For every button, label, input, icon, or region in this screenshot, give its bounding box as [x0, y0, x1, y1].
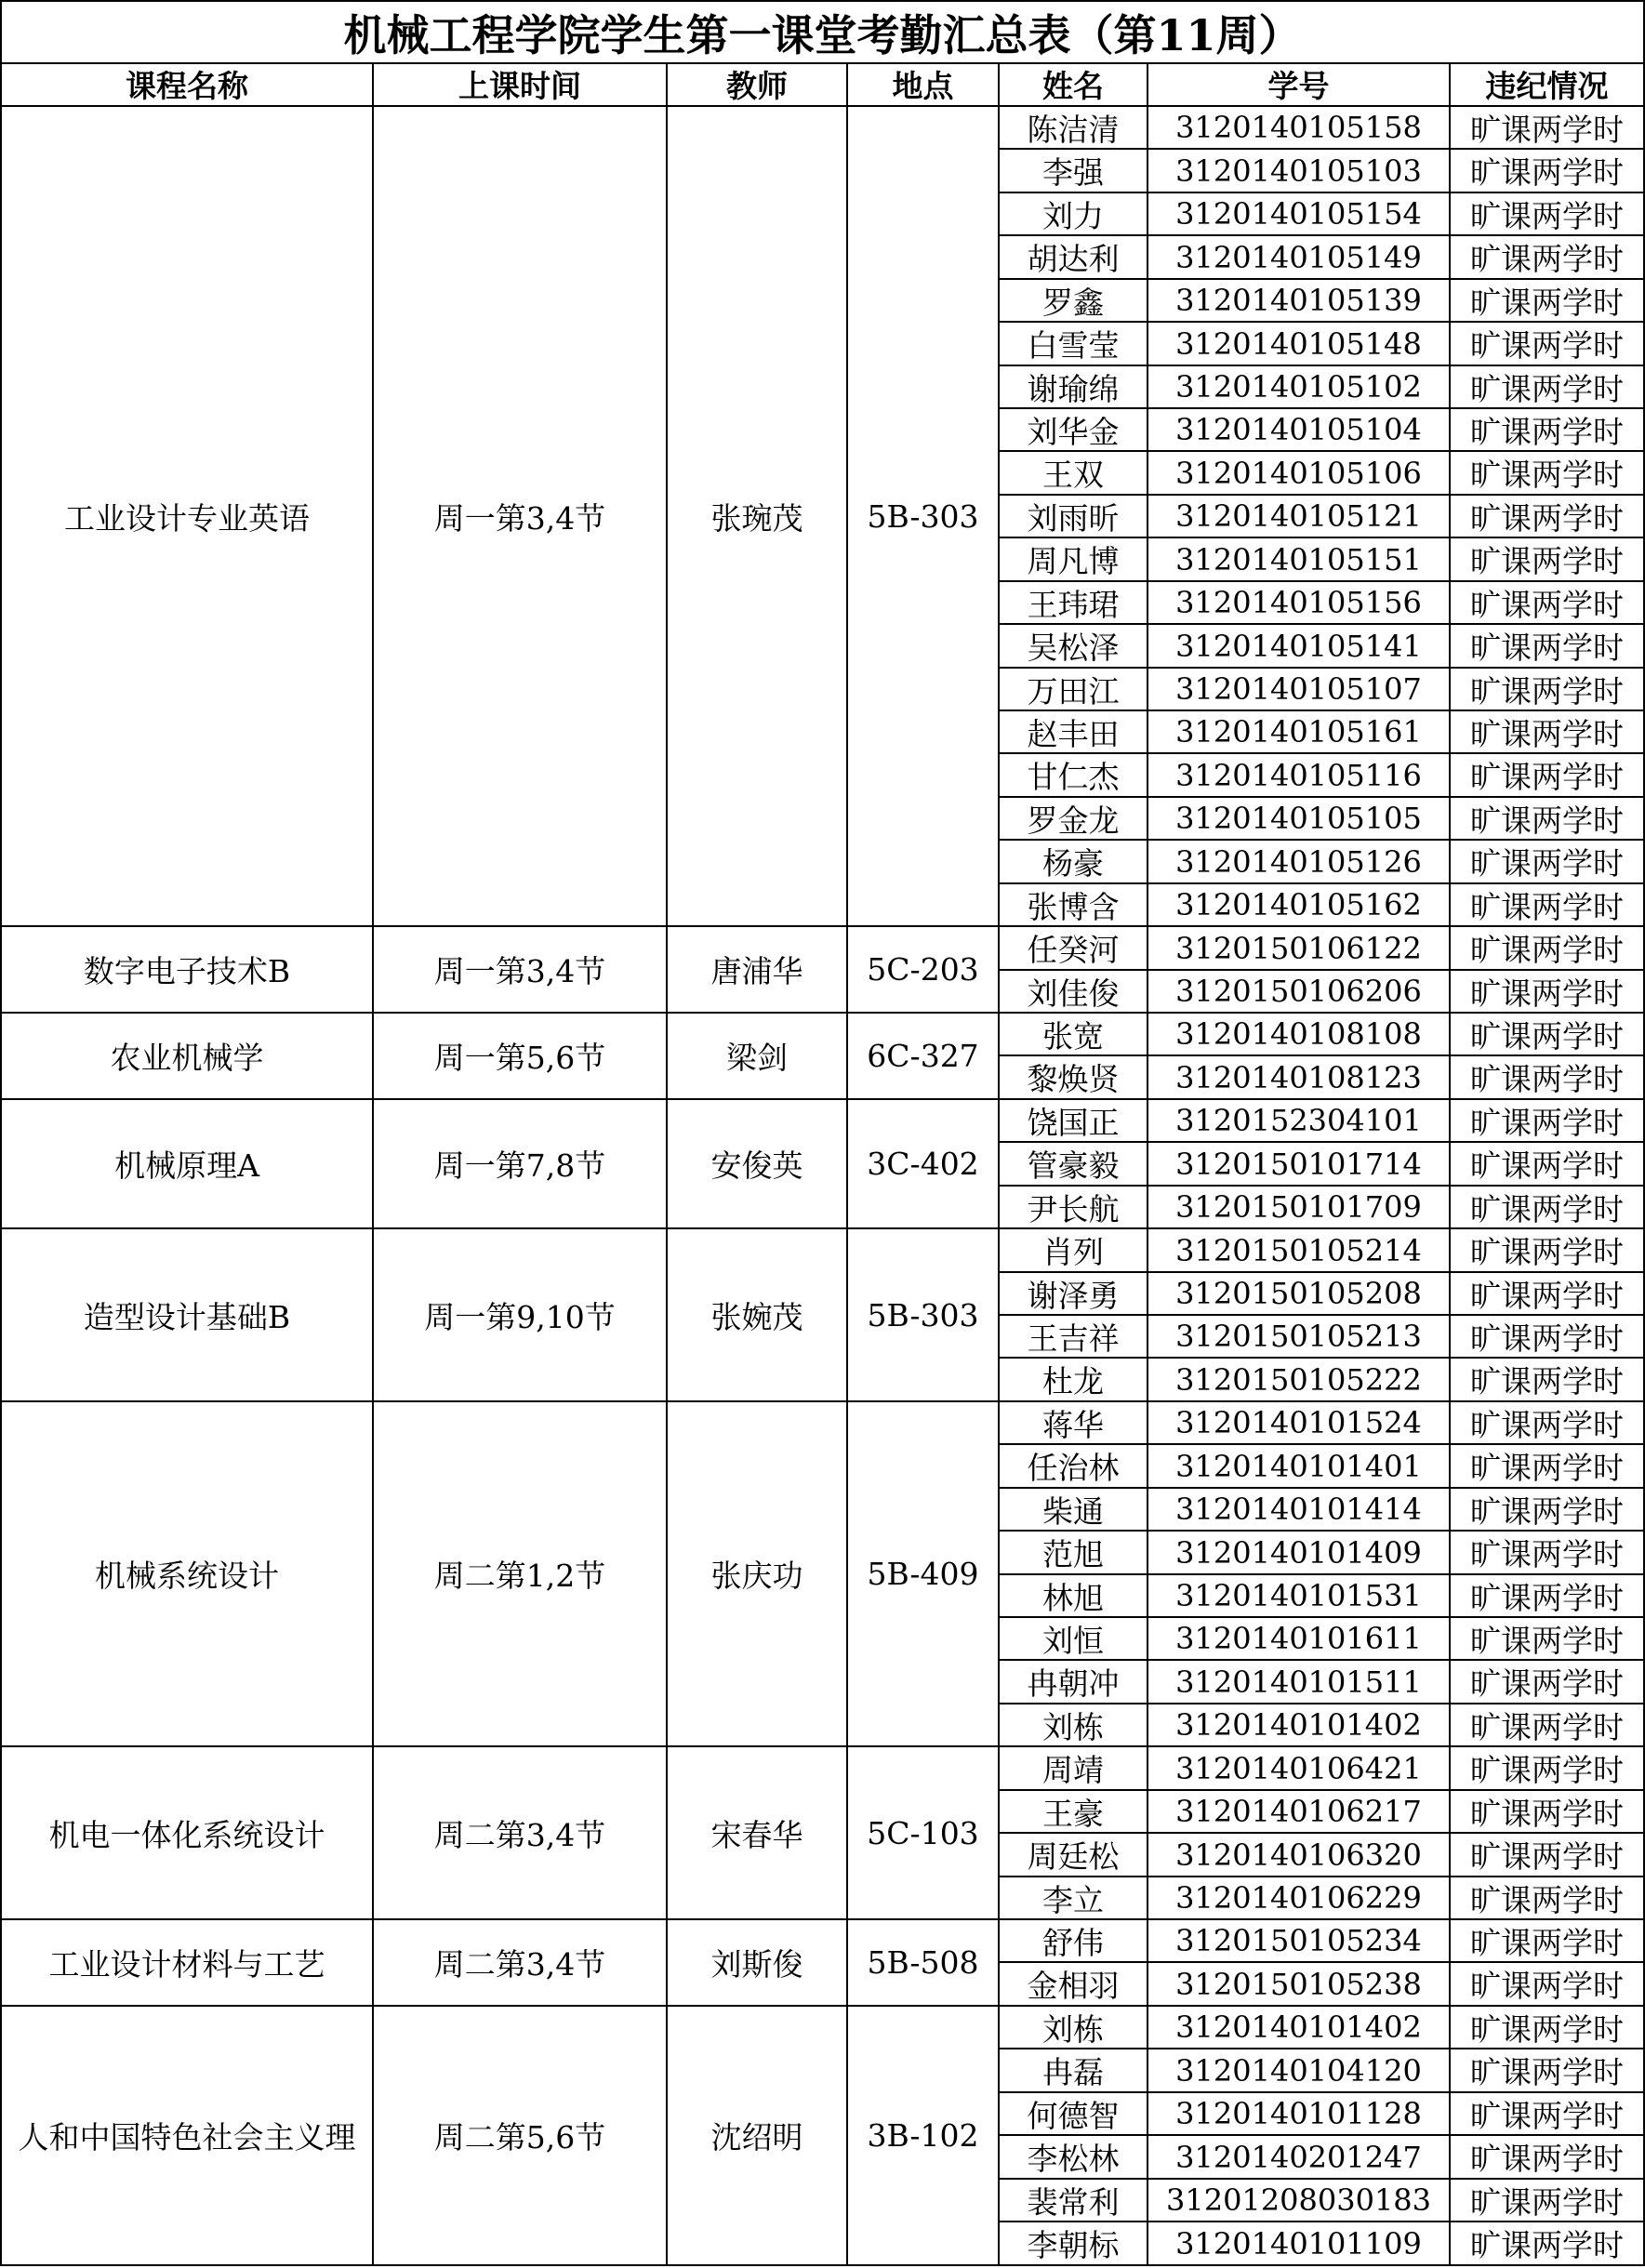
violation-status: 旷课两学时: [1451, 1747, 1645, 1791]
class-time: 周一第3,4节: [374, 927, 668, 1014]
violation-status: 旷课两学时: [1451, 971, 1645, 1014]
student-name: 王豪: [1000, 1791, 1148, 1834]
course-name: 机械原理A: [0, 1100, 374, 1229]
student-id: 3120140101414: [1148, 1489, 1451, 1532]
student-id: 3120140201247: [1148, 2136, 1451, 2180]
student-id: 3120140106421: [1148, 1747, 1451, 1791]
violation-status: 旷课两学时: [1451, 1316, 1645, 1359]
student-name: 刘栋: [1000, 1704, 1148, 1747]
student-name: 罗鑫: [1000, 280, 1148, 323]
student-id: 3120150105222: [1148, 1359, 1451, 1402]
violation-status: 旷课两学时: [1451, 1056, 1645, 1100]
student-id: 3120150106206: [1148, 971, 1451, 1014]
student-name: 冉磊: [1000, 2049, 1148, 2093]
violation-status: 旷课两学时: [1451, 1445, 1645, 1489]
student-name: 王玮珺: [1000, 582, 1148, 625]
student-id: 3120140101524: [1148, 1402, 1451, 1445]
student-name: 刘栋: [1000, 2007, 1148, 2049]
student-name: 周靖: [1000, 1747, 1148, 1791]
classroom: 5C-103: [848, 1747, 1000, 1920]
classroom: 5B-303: [848, 1229, 1000, 1402]
course-name: 人和中国特色社会主义理: [0, 2007, 374, 2266]
violation-status: 旷课两学时: [1451, 409, 1645, 452]
student-name: 金相羽: [1000, 1963, 1148, 2007]
violation-status: 旷课两学时: [1451, 1877, 1645, 1920]
student-id: 3120140105104: [1148, 409, 1451, 452]
student-name: 裴常利: [1000, 2180, 1148, 2222]
sheet-title: 机械工程学院学生第一课堂考勤汇总表（第11周）: [0, 0, 1645, 64]
class-time: 周二第3,4节: [374, 1747, 668, 1920]
student-name: 李立: [1000, 1877, 1148, 1920]
violation-status: 旷课两学时: [1451, 1661, 1645, 1704]
student-id: 3120140108108: [1148, 1014, 1451, 1056]
classroom: 5B-303: [848, 107, 1000, 927]
header-name: 姓名: [1000, 62, 1148, 107]
student-id: 3120140101402: [1148, 2007, 1451, 2049]
student-name: 饶国正: [1000, 1100, 1148, 1143]
student-id: 3120150101709: [1148, 1187, 1451, 1229]
violation-status: 旷课两学时: [1451, 2007, 1645, 2049]
teacher-name: 刘斯俊: [668, 1920, 848, 2007]
course-name: 造型设计基础B: [0, 1229, 374, 1402]
violation-status: 旷课两学时: [1451, 1359, 1645, 1402]
violation-status: 旷课两学时: [1451, 711, 1645, 754]
teacher-name: 宋春华: [668, 1747, 848, 1920]
violation-status: 旷课两学时: [1451, 452, 1645, 496]
classroom: 6C-327: [848, 1014, 1000, 1100]
student-name: 李朝标: [1000, 2222, 1148, 2266]
violation-status: 旷课两学时: [1451, 1575, 1645, 1618]
student-name: 甘仁杰: [1000, 754, 1148, 798]
violation-status: 旷课两学时: [1451, 1014, 1645, 1056]
violation-status: 旷课两学时: [1451, 1963, 1645, 2007]
student-name: 范旭: [1000, 1532, 1148, 1575]
student-name: 黎焕贤: [1000, 1056, 1148, 1100]
student-id: 3120140101109: [1148, 2222, 1451, 2266]
student-id: 3120140106320: [1148, 1834, 1451, 1877]
header-teacher: 教师: [668, 62, 848, 107]
violation-status: 旷课两学时: [1451, 1100, 1645, 1143]
violation-status: 旷课两学时: [1451, 884, 1645, 927]
course-name: 农业机械学: [0, 1014, 374, 1100]
student-id: 3120150105213: [1148, 1316, 1451, 1359]
student-name: 刘佳俊: [1000, 971, 1148, 1014]
student-id: 3120140105126: [1148, 841, 1451, 884]
class-time: 周一第7,8节: [374, 1100, 668, 1229]
student-name: 刘恒: [1000, 1618, 1148, 1661]
student-id: 3120140101531: [1148, 1575, 1451, 1618]
student-name: 谢瑜绵: [1000, 366, 1148, 409]
student-id: 3120140105162: [1148, 884, 1451, 927]
violation-status: 旷课两学时: [1451, 280, 1645, 323]
course-name: 机械系统设计: [0, 1402, 374, 1747]
student-id: 3120140105149: [1148, 236, 1451, 280]
student-name: 尹长航: [1000, 1187, 1148, 1229]
violation-status: 旷课两学时: [1451, 193, 1645, 236]
student-name: 管豪毅: [1000, 1143, 1148, 1187]
student-id: 3120140105121: [1148, 496, 1451, 538]
classroom: 3C-402: [848, 1100, 1000, 1229]
student-id: 3120140101611: [1148, 1618, 1451, 1661]
violation-status: 旷课两学时: [1451, 1273, 1645, 1316]
student-name: 胡达利: [1000, 236, 1148, 280]
student-id: 3120140105158: [1148, 107, 1451, 150]
course-name: 工业设计材料与工艺: [0, 1920, 374, 2007]
violation-status: 旷课两学时: [1451, 927, 1645, 971]
violation-status: 旷课两学时: [1451, 2180, 1645, 2222]
student-id: 3120140105116: [1148, 754, 1451, 798]
class-time: 周二第5,6节: [374, 2007, 668, 2266]
violation-status: 旷课两学时: [1451, 582, 1645, 625]
course-name: 工业设计专业英语: [0, 107, 374, 927]
student-id: 3120140104120: [1148, 2049, 1451, 2093]
course-name: 数字电子技术B: [0, 927, 374, 1014]
violation-status: 旷课两学时: [1451, 1834, 1645, 1877]
teacher-name: 张庆功: [668, 1402, 848, 1747]
student-name: 何德智: [1000, 2093, 1148, 2136]
student-id: 3120140105148: [1148, 323, 1451, 366]
student-name: 周廷松: [1000, 1834, 1148, 1877]
violation-status: 旷课两学时: [1451, 2222, 1645, 2266]
header-place: 地点: [848, 62, 1000, 107]
student-id: 3120140105151: [1148, 538, 1451, 582]
student-id: 3120150106122: [1148, 927, 1451, 971]
teacher-name: 沈绍明: [668, 2007, 848, 2266]
student-id: 3120140105141: [1148, 625, 1451, 669]
classroom: 5C-203: [848, 927, 1000, 1014]
student-name: 任治林: [1000, 1445, 1148, 1489]
teacher-name: 唐浦华: [668, 927, 848, 1014]
violation-status: 旷课两学时: [1451, 1920, 1645, 1963]
class-time: 周一第5,6节: [374, 1014, 668, 1100]
violation-status: 旷课两学时: [1451, 1791, 1645, 1834]
violation-status: 旷课两学时: [1451, 2093, 1645, 2136]
violation-status: 旷课两学时: [1451, 1402, 1645, 1445]
classroom: 5B-409: [848, 1402, 1000, 1747]
student-name: 王吉祥: [1000, 1316, 1148, 1359]
student-name: 任癸河: [1000, 927, 1148, 971]
student-id: 3120140105156: [1148, 582, 1451, 625]
violation-status: 旷课两学时: [1451, 1143, 1645, 1187]
student-name: 谢泽勇: [1000, 1273, 1148, 1316]
classroom: 3B-102: [848, 2007, 1000, 2266]
student-id: 31201208030183: [1148, 2180, 1451, 2222]
student-name: 李强: [1000, 150, 1148, 193]
student-name: 陈洁清: [1000, 107, 1148, 150]
student-id: 3120140108123: [1148, 1056, 1451, 1100]
class-time: 周二第3,4节: [374, 1920, 668, 2007]
student-name: 万田江: [1000, 669, 1148, 711]
student-id: 3120140105106: [1148, 452, 1451, 496]
student-name: 柴通: [1000, 1489, 1148, 1532]
student-name: 刘力: [1000, 193, 1148, 236]
student-name: 王双: [1000, 452, 1148, 496]
violation-status: 旷课两学时: [1451, 669, 1645, 711]
student-id: 3120150105208: [1148, 1273, 1451, 1316]
violation-status: 旷课两学时: [1451, 366, 1645, 409]
student-id: 3120140105105: [1148, 798, 1451, 841]
student-name: 张宽: [1000, 1014, 1148, 1056]
student-id: 3120150101714: [1148, 1143, 1451, 1187]
violation-status: 旷课两学时: [1451, 1489, 1645, 1532]
student-id: 3120140105102: [1148, 366, 1451, 409]
violation-status: 旷课两学时: [1451, 841, 1645, 884]
violation-status: 旷课两学时: [1451, 2136, 1645, 2180]
header-course: 课程名称: [0, 62, 374, 107]
header-student-id: 学号: [1148, 62, 1451, 107]
student-name: 周凡博: [1000, 538, 1148, 582]
student-id: 3120140105161: [1148, 711, 1451, 754]
violation-status: 旷课两学时: [1451, 1187, 1645, 1229]
class-time: 周一第3,4节: [374, 107, 668, 927]
student-name: 舒伟: [1000, 1920, 1148, 1963]
teacher-name: 梁剑: [668, 1014, 848, 1100]
student-id: 3120140106217: [1148, 1791, 1451, 1834]
violation-status: 旷课两学时: [1451, 1532, 1645, 1575]
student-id: 3120140105139: [1148, 280, 1451, 323]
student-name: 吴松泽: [1000, 625, 1148, 669]
violation-status: 旷课两学时: [1451, 1704, 1645, 1747]
student-name: 刘雨昕: [1000, 496, 1148, 538]
course-name: 机电一体化系统设计: [0, 1747, 374, 1920]
student-id: 3120140101409: [1148, 1532, 1451, 1575]
student-id: 3120152304101: [1148, 1100, 1451, 1143]
violation-status: 旷课两学时: [1451, 625, 1645, 669]
teacher-name: 张琬茂: [668, 107, 848, 927]
header-time: 上课时间: [374, 62, 668, 107]
student-id: 3120140101402: [1148, 1704, 1451, 1747]
student-id: 3120140101128: [1148, 2093, 1451, 2136]
student-name: 蒋华: [1000, 1402, 1148, 1445]
violation-status: 旷课两学时: [1451, 2049, 1645, 2093]
teacher-name: 张婉茂: [668, 1229, 848, 1402]
student-id: 3120140105107: [1148, 669, 1451, 711]
student-id: 3120150105234: [1148, 1920, 1451, 1963]
class-time: 周二第1,2节: [374, 1402, 668, 1747]
student-name: 赵丰田: [1000, 711, 1148, 754]
student-name: 白雪莹: [1000, 323, 1148, 366]
violation-status: 旷课两学时: [1451, 538, 1645, 582]
violation-status: 旷课两学时: [1451, 323, 1645, 366]
violation-status: 旷课两学时: [1451, 496, 1645, 538]
student-id: 3120140105103: [1148, 150, 1451, 193]
student-name: 肖列: [1000, 1229, 1148, 1273]
student-id: 3120140106229: [1148, 1877, 1451, 1920]
student-id: 3120150105238: [1148, 1963, 1451, 2007]
violation-status: 旷课两学时: [1451, 754, 1645, 798]
student-name: 杜龙: [1000, 1359, 1148, 1402]
violation-status: 旷课两学时: [1451, 150, 1645, 193]
student-id: 3120150105214: [1148, 1229, 1451, 1273]
student-name: 冉朝冲: [1000, 1661, 1148, 1704]
student-name: 李松林: [1000, 2136, 1148, 2180]
violation-status: 旷课两学时: [1451, 107, 1645, 150]
student-id: 3120140105154: [1148, 193, 1451, 236]
teacher-name: 安俊英: [668, 1100, 848, 1229]
student-name: 刘华金: [1000, 409, 1148, 452]
student-name: 张博含: [1000, 884, 1148, 927]
violation-status: 旷课两学时: [1451, 798, 1645, 841]
student-name: 罗金龙: [1000, 798, 1148, 841]
violation-status: 旷课两学时: [1451, 1618, 1645, 1661]
class-time: 周一第9,10节: [374, 1229, 668, 1402]
student-id: 3120140101401: [1148, 1445, 1451, 1489]
classroom: 5B-508: [848, 1920, 1000, 2007]
student-id: 3120140101511: [1148, 1661, 1451, 1704]
header-violation: 违纪情况: [1451, 62, 1645, 107]
violation-status: 旷课两学时: [1451, 236, 1645, 280]
student-name: 杨豪: [1000, 841, 1148, 884]
student-name: 林旭: [1000, 1575, 1148, 1618]
violation-status: 旷课两学时: [1451, 1229, 1645, 1273]
